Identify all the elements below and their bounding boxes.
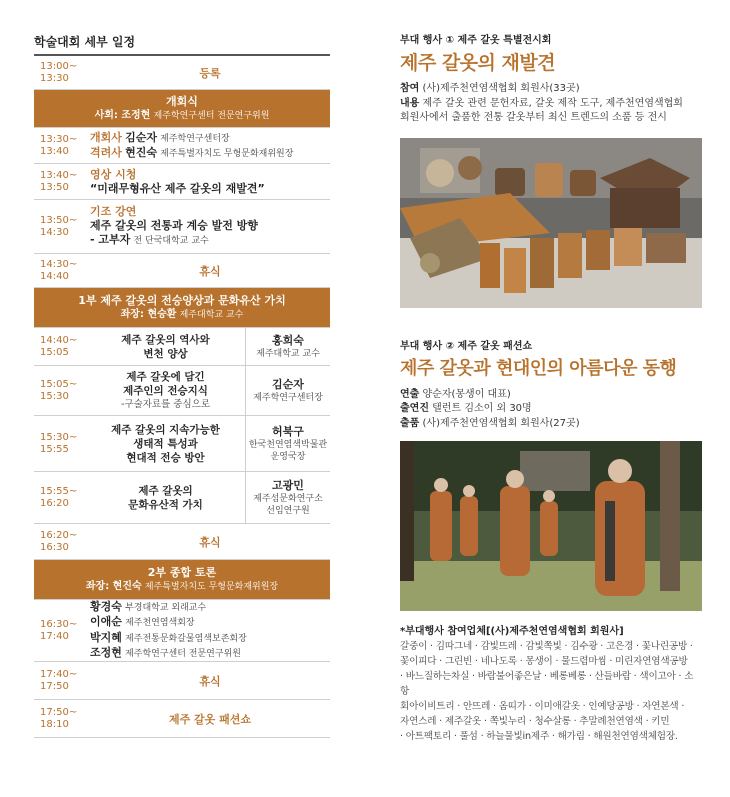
schedule-title: 학술대회 세부 일정	[34, 35, 136, 49]
exhibition-photo	[400, 138, 702, 308]
event2-title: 제주 갈옷과 현대인의 아름다운 동행	[400, 357, 677, 379]
registration-label: 등록	[199, 66, 221, 80]
participants-list: 갈중이 · 김따그네 · 감빛뜨레 · 감빛쪽빛 · 김수광 · 고은경 · 꽃나린공방 · 꽃이피다 · 그린빈 · 네나도록 · 몽생이 · 물드렴마씸 · 미린자연염색공방 · 바느질하는차실 · 바람불어좋은날 · 베롱베롱 · 산들바람 · 색이고아 · 소항 회아이비트리 · 안뜨레 · 옴띠가 · 이미애갈옷 · 인예당공방 · 자연본색 · 자연스레 · 제주갈옷 · 쪽빛누리 · 청수살롱 · 추말례천연염색 · 키민 · 아트팩토리 · 풀섬 · 하늘물빛in제주 · 해가림 · 해원천연염색체험장.	[400, 641, 694, 742]
schedule-row: 13:00~ 13:30 등록	[34, 56, 330, 90]
schedule-row: 16:30~ 17:40 황경숙 부경대학교 외래교수 이애순 제주천연염색회장 박지혜 제주전통문화갈물염색보존회장 조정현 제주학연구센터 전문연구위원	[34, 600, 330, 662]
participants-notice	[400, 625, 702, 744]
schedule-row: 16:20~ 16:30 휴식	[34, 524, 330, 560]
event2-label: 부대 행사 ② 제주 갈옷 패션쇼	[400, 340, 533, 352]
fashion-show-photo-image	[400, 441, 702, 611]
schedule-row: 13:50~ 14:30 기조 강연 제주 갈옷의 전통과 계승 발전 방향 - 고부자 전 단국대학교 교수	[34, 200, 330, 254]
schedule-row: 13:40~ 13:50 영상 시청 “미래무형유산 제주 갈옷의 재발견”	[34, 164, 330, 200]
schedule-row: 15:05~ 15:30 제주 갈옷에 담긴 제주인의 전승지식 -구술자료를 중심으로 김순자 제주학연구센터장	[34, 366, 330, 416]
opening-ceremony-band: 개회식 사회: 조정현 제주학연구센터 전문연구위원	[34, 90, 330, 128]
schedule-section	[34, 34, 330, 738]
events-section	[400, 34, 702, 744]
exhibition-photo-image	[400, 138, 702, 308]
event2-details: 연출 양순자(몽생이 대표) 출연진 탤런트 김소이 외 30명 출품 (사)제주천연염색협회 회원사(27곳)	[400, 388, 580, 429]
fashion-show-photo	[400, 441, 702, 611]
event1-details: 참여 (사)제주천연염색협회 회원사(33곳) 내용 제주 갈옷 관련 문헌자료, 갈옷 제작 도구, 제주천연염색협회 회원사에서 출품한 전통 갈옷부터 최신 트렌드의 소품 등 전시	[400, 83, 683, 123]
schedule-row: 14:30~ 14:40 휴식	[34, 254, 330, 288]
schedule-row: 15:30~ 15:55 제주 갈옷의 지속가능한 생태적 특성과 현대적 전승 방안 허북구 한국천연염색박물관 운영국장	[34, 416, 330, 472]
schedule-table	[34, 54, 330, 738]
session2-band: 2부 종합 토론 좌장: 현진숙 제주특별자치도 무형문화재위원장	[34, 560, 330, 600]
event1-label: 부대 행사 ① 제주 갈옷 특별전시회	[400, 35, 552, 46]
session1-band: 1부 제주 갈옷의 전승양상과 문화유산 가치 좌장: 현승환 제주대학교 교수	[34, 288, 330, 328]
schedule-row: 13:30~ 13:40 개회사 김순자 제주학연구센터장 격려사 현진숙 제주특별자치도 무형문화재위원장	[34, 128, 330, 164]
schedule-row: 17:40~ 17:50 휴식	[34, 662, 330, 700]
schedule-row: 17:50~ 18:10 제주 갈옷 패션쇼	[34, 700, 330, 738]
schedule-row: 14:40~ 15:05 제주 갈옷의 역사와 변천 양상 홍희숙 제주대학교 교수	[34, 328, 330, 366]
event1-title: 제주 갈옷의 재발견	[400, 52, 556, 74]
participants-title: *부대행사 참여업체[(사)제주천연염색협회 회원사]	[400, 626, 624, 637]
schedule-row: 15:55~ 16:20 제주 갈옷의 문화유산적 가치 고광민 제주섬문화연구소 선임연구원	[34, 472, 330, 524]
